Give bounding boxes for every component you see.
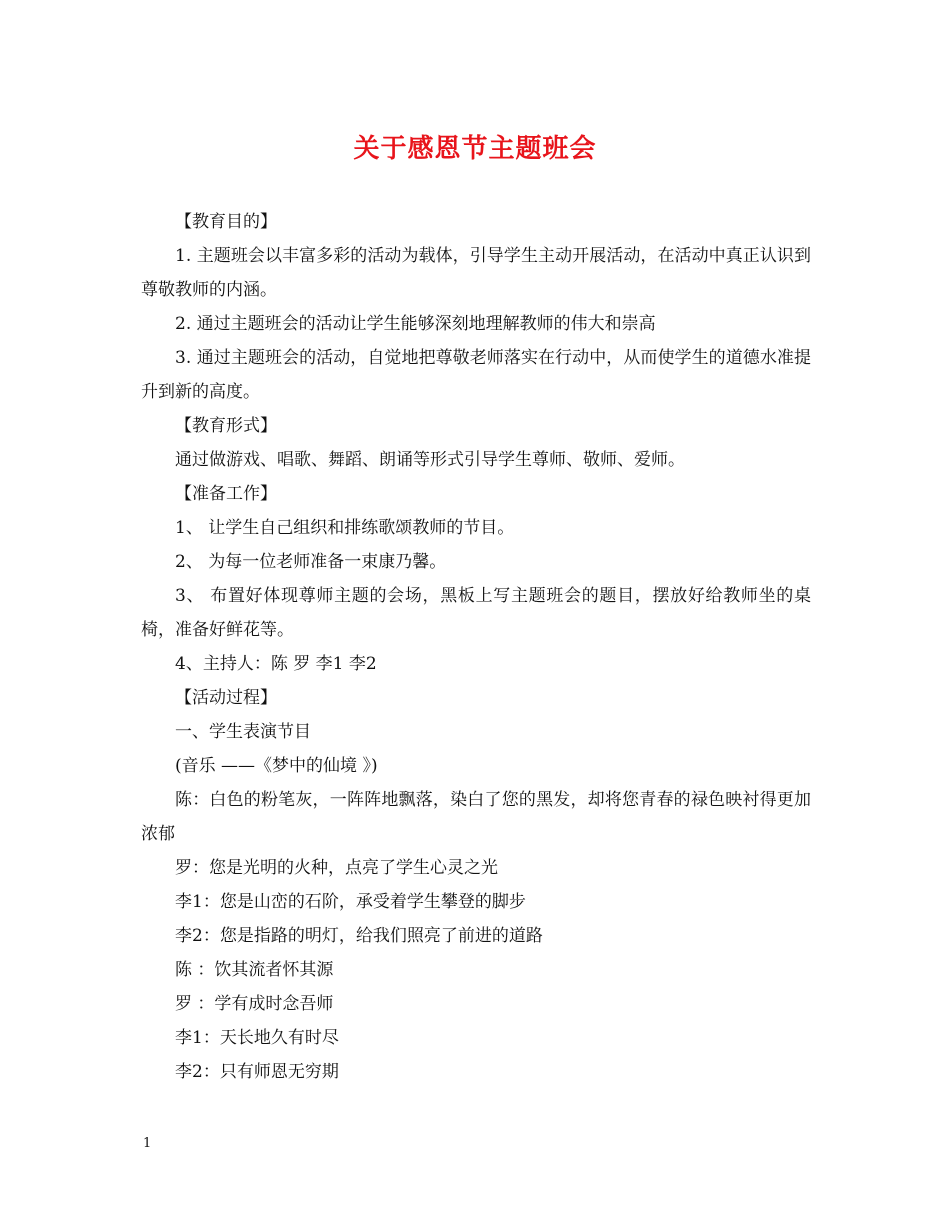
goal-item-3: 3. 通过主题班会的活动，自觉地把尊敬老师落实在行动中，从而使学生的道德水准提升到新的高度。	[141, 348, 811, 402]
music-note: (音乐 ——《梦中的仙境 》)	[175, 756, 378, 776]
dialogue-line: 李1：天长地久有时尽	[175, 1028, 339, 1048]
education-form-text: 通过做游戏、唱歌、舞蹈、朗诵等形式引导学生尊师、敬师、爱师。	[175, 450, 685, 470]
dialogue-line: 罗：您是光明的火种，点亮了学生心灵之光	[175, 858, 498, 878]
dialogue-line: 陈：白色的粉笔灰，一阵阵地飘落，染白了您的黑发，却将您青春的禄色映衬得更加浓郁	[141, 790, 811, 844]
document-title: 关于感恩节主题班会	[353, 134, 597, 164]
dialogue-line: 李2：您是指路的明灯，给我们照亮了前进的道路	[175, 926, 543, 946]
dialogue-line: 李1：您是山峦的石阶，承受着学生攀登的脚步	[175, 892, 526, 912]
document-body	[141, 205, 811, 1089]
dialogue-line: 陈 ：饮其流者怀其源	[175, 960, 334, 980]
preparation-item-1: 1、 让学生自己组织和排练歌颂教师的节目。	[175, 518, 515, 538]
activity-step-1: 一、学生表演节目	[175, 722, 311, 742]
section-heading-activity-process: 【活动过程】	[175, 688, 277, 708]
preparation-item-3: 3、 布置好体现尊师主题的会场，黑板上写主题班会的题目，摆放好给教师坐的桌椅，准备好鲜花等。	[141, 586, 811, 640]
section-heading-education-form: 【教育形式】	[175, 416, 277, 436]
section-heading-preparation: 【准备工作】	[175, 484, 277, 504]
preparation-item-2: 2、 为每一位老师准备一束康乃馨。	[175, 552, 447, 572]
dialogue-line: 罗 ：学有成时念吾师	[175, 994, 334, 1014]
page-number: 1	[143, 1136, 152, 1151]
section-heading-education-goal: 【教育目的】	[175, 212, 277, 232]
goal-item-2: 2. 通过主题班会的活动让学生能够深刻地理解教师的伟大和崇高	[175, 314, 656, 334]
preparation-item-4: 4、主持人：陈 罗 李1 李2	[175, 654, 377, 674]
goal-item-1: 1. 主题班会以丰富多彩的活动为载体，引导学生主动开展活动，在活动中真正认识到尊敬教师的内涵。	[141, 246, 811, 300]
dialogue-line: 李2：只有师恩无穷期	[175, 1062, 339, 1082]
